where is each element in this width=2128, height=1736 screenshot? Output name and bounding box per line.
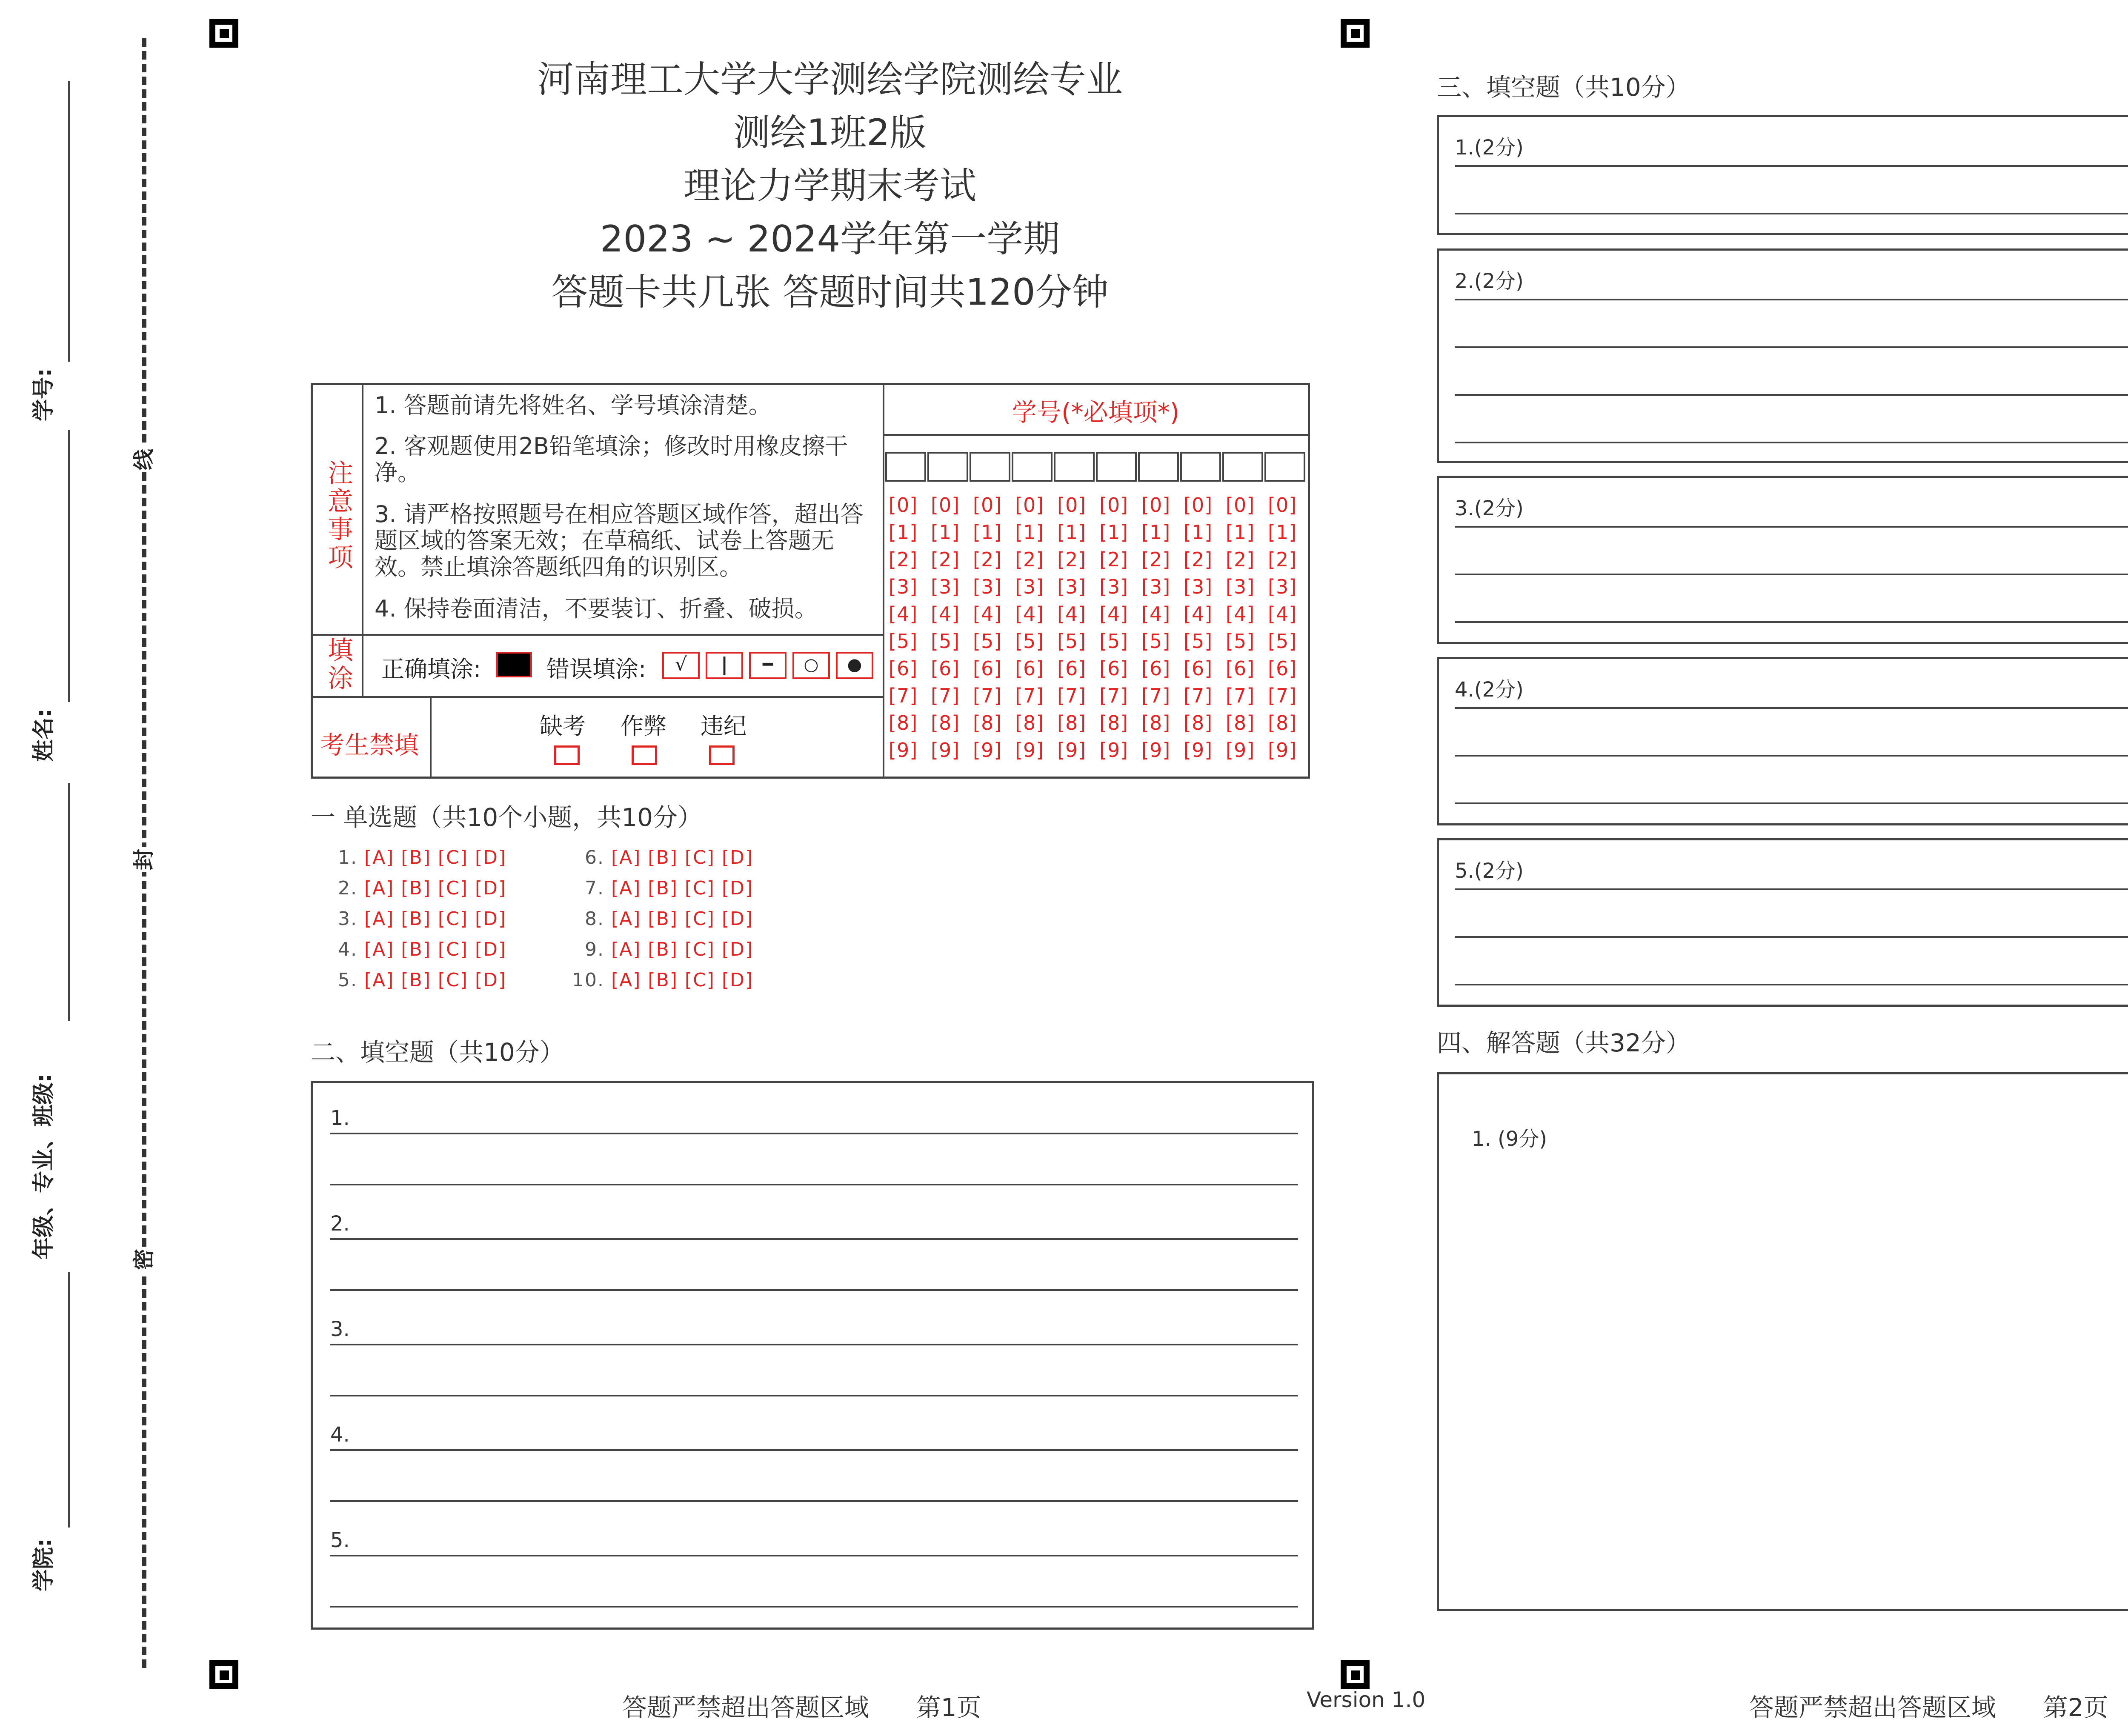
notice-divider-v3 — [430, 696, 432, 779]
student-id-bubble[interactable]: [3] — [931, 575, 960, 598]
header-term: 2023 ~ 2024学年第一学期 — [600, 218, 1060, 260]
student-id-cell[interactable] — [1054, 452, 1095, 482]
side-field-college-line[interactable] — [68, 1272, 70, 1528]
student-id-title: 学号(*必填项*) — [1012, 398, 1180, 427]
student-id-cell[interactable] — [1180, 452, 1221, 482]
notice-id-divider — [883, 383, 884, 779]
student-id-bubble[interactable]: [8] — [1226, 711, 1255, 734]
section3-answer-box[interactable] — [1437, 476, 2128, 644]
mc-question-number: 7. — [585, 877, 604, 899]
header-class: 测绘1班2版 — [733, 111, 927, 154]
student-id-bubble[interactable]: [2] — [1141, 548, 1171, 571]
section3-answer-line[interactable] — [1455, 165, 2128, 167]
wrong-mark-circle: ○ — [792, 652, 830, 679]
student-id-bubble[interactable]: [5] — [1268, 630, 1297, 653]
section3-answer-box[interactable] — [1437, 838, 2128, 1007]
notice-item-4: 4. 保持卷面清洁，不要装订、折叠、破损。 — [375, 595, 818, 622]
notice-divider-h1 — [311, 634, 884, 636]
student-id-bubble[interactable]: [8] — [973, 711, 1002, 734]
student-id-bubble[interactable]: [6] — [973, 657, 1002, 680]
section2-question-number: 2. — [330, 1212, 350, 1236]
student-id-bubble[interactable]: [5] — [973, 630, 1002, 653]
side-field-class-line[interactable] — [68, 783, 70, 1021]
section3-answer-line[interactable] — [1455, 394, 2128, 396]
section2-answer-line[interactable] — [330, 1555, 1298, 1556]
student-id-bubble[interactable]: [4] — [1184, 602, 1213, 625]
student-id-bubble[interactable]: [7] — [889, 684, 918, 707]
forbidden-checkbox-violation[interactable] — [709, 745, 735, 765]
mc-options[interactable]: [A] [B] [C] [D] — [364, 908, 507, 930]
student-id-bubble[interactable]: [2] — [1268, 548, 1297, 571]
student-id-bubble[interactable]: [4] — [1268, 602, 1297, 625]
student-id-bubble[interactable]: [0] — [973, 494, 1002, 517]
mc-options[interactable]: [A] [B] [C] [D] — [364, 847, 507, 868]
student-id-bubble[interactable]: [7] — [1057, 684, 1087, 707]
section3-answer-line[interactable] — [1455, 574, 2128, 575]
mc-question-number: 4. — [338, 939, 358, 960]
forbidden-checkbox-cheat[interactable] — [632, 745, 657, 765]
section3-question-label: 1.(2分) — [1455, 136, 1524, 160]
student-id-bubble[interactable]: [3] — [1268, 575, 1297, 598]
student-id-bubble[interactable]: [4] — [973, 602, 1002, 625]
section3-title: 三、填空题（共10分） — [1437, 73, 1690, 102]
student-id-bubble[interactable]: [7] — [1141, 684, 1171, 707]
section2-answer-line[interactable] — [330, 1184, 1298, 1185]
student-id-bubble[interactable]: [0] — [1057, 494, 1087, 517]
section3-answer-line[interactable] — [1455, 213, 2128, 214]
student-id-bubble[interactable]: [1] — [1141, 521, 1171, 544]
student-id-bubble[interactable]: [8] — [889, 711, 918, 734]
notice-item-3: 3. 请严格按照题号在相应答题区域作答，超出答题区域的答案无效；在草稿纸、试卷上答题无效。禁止填涂答题纸四角的识别区。 — [375, 501, 864, 580]
section4-question-1: 1. (9分) — [1472, 1127, 1547, 1151]
student-id-bubble[interactable]: [3] — [1099, 575, 1129, 598]
section2-answer-line[interactable] — [330, 1395, 1298, 1396]
student-id-bubble[interactable]: [4] — [1226, 602, 1255, 625]
wrong-mark-bar: | — [706, 652, 743, 679]
wrong-mark-dot: ● — [836, 652, 873, 679]
student-id-bubble[interactable]: [3] — [1057, 575, 1087, 598]
student-id-bubble[interactable]: [2] — [1099, 548, 1129, 571]
student-id-bubble[interactable]: [5] — [1226, 630, 1255, 653]
forbidden-checkbox-absent[interactable] — [554, 745, 580, 765]
student-id-bubble[interactable]: [1] — [931, 521, 960, 544]
student-id-bubble[interactable]: [0] — [889, 494, 918, 517]
student-id-bubble[interactable]: [1] — [1226, 521, 1255, 544]
header-time: 答题卡共几张 答题时间共120分钟 — [551, 271, 1109, 314]
student-id-bubble[interactable]: [9] — [1184, 739, 1213, 762]
mc-question[interactable] — [323, 969, 506, 991]
mc-options[interactable]: [A] [B] [C] [D] — [611, 847, 754, 868]
corner-marker-bottom-left — [209, 1660, 238, 1689]
mc-question-number: 10. — [572, 969, 604, 991]
mc-question[interactable] — [323, 847, 506, 868]
student-id-bubble[interactable]: [4] — [1015, 602, 1044, 625]
section3-answer-line[interactable] — [1455, 621, 2128, 623]
student-id-bubble[interactable]: [3] — [1184, 575, 1213, 598]
student-id-bubble[interactable]: [4] — [931, 602, 960, 625]
section3-answer-line[interactable] — [1455, 755, 2128, 757]
mc-question[interactable] — [570, 847, 753, 868]
student-id-bubble[interactable]: [6] — [1226, 657, 1255, 680]
student-id-bubble[interactable]: [6] — [1184, 657, 1213, 680]
student-id-bubble[interactable]: [2] — [1057, 548, 1087, 571]
student-id-bubble[interactable]: [4] — [1057, 602, 1087, 625]
section3-answer-line[interactable] — [1455, 936, 2128, 938]
footer-version: Version 1.0 — [1307, 1687, 1426, 1712]
student-id-bubble[interactable]: [7] — [931, 684, 960, 707]
student-id-bubble[interactable]: [6] — [1268, 657, 1297, 680]
notice-divider — [362, 383, 363, 634]
seal-word-seal: 封 — [131, 847, 157, 872]
student-id-bubble[interactable]: [0] — [1184, 494, 1213, 517]
student-id-bubble[interactable]: [6] — [889, 657, 918, 680]
student-id-bubble[interactable]: [9] — [1015, 739, 1044, 762]
header-course: 理论力学期末考试 — [684, 165, 976, 207]
fill-heading: 填涂 — [328, 636, 353, 694]
mc-question-number: 8. — [585, 908, 604, 930]
student-id-bubble[interactable]: [1] — [1015, 521, 1044, 544]
section2-answer-line[interactable] — [330, 1449, 1298, 1451]
section2-question-number: 1. — [330, 1106, 350, 1130]
mc-question[interactable] — [323, 877, 506, 899]
student-id-bubble[interactable]: [3] — [1226, 575, 1255, 598]
student-id-bubble[interactable]: [6] — [1015, 657, 1044, 680]
section3-answer-line[interactable] — [1455, 707, 2128, 709]
student-id-bubble[interactable]: [9] — [1057, 739, 1087, 762]
corner-marker-top-center — [1341, 19, 1370, 48]
section2-answer-line[interactable] — [330, 1344, 1298, 1345]
student-id-bubble[interactable]: [5] — [1184, 630, 1213, 653]
side-field-class-label: 年级、专业、班级: — [31, 1074, 57, 1259]
student-id-bubble[interactable]: [0] — [1099, 494, 1129, 517]
mc-options[interactable]: [A] [B] [C] [D] — [611, 969, 754, 991]
section3-answer-line[interactable] — [1455, 984, 2128, 985]
student-id-cell[interactable] — [927, 452, 968, 482]
student-id-bubble[interactable]: [4] — [1141, 602, 1171, 625]
correct-fill-sample — [496, 652, 532, 677]
student-id-bubble[interactable]: [4] — [1099, 602, 1129, 625]
mc-options[interactable]: [A] [B] [C] [D] — [611, 877, 754, 899]
side-field-student-id-label: 学号: — [31, 368, 57, 421]
student-id-bubble[interactable]: [2] — [931, 548, 960, 571]
student-id-bubble[interactable]: [9] — [1268, 739, 1297, 762]
mc-question[interactable] — [570, 908, 753, 930]
section3-answer-box[interactable] — [1437, 248, 2128, 463]
section1-title: 一 单选题（共10个小题，共10分） — [311, 803, 703, 832]
student-id-cell[interactable] — [970, 452, 1010, 482]
student-id-bubble[interactable]: [9] — [1226, 739, 1255, 762]
student-id-cell[interactable] — [1264, 452, 1305, 482]
student-id-bubble[interactable]: [2] — [889, 548, 918, 571]
forbidden-option-violation: 违纪 — [701, 713, 747, 740]
side-field-college-label: 学院: — [31, 1538, 57, 1591]
notice-item-2: 2. 客观题使用2B铅笔填涂；修改时用橡皮擦干净。 — [375, 433, 848, 486]
student-id-cell[interactable] — [1222, 452, 1263, 482]
student-id-bubble[interactable]: [3] — [973, 575, 1002, 598]
student-id-bubble[interactable]: [3] — [1141, 575, 1171, 598]
section3-answer-line[interactable] — [1455, 442, 2128, 443]
section3-question-label: 4.(2分) — [1455, 678, 1524, 702]
student-id-cell[interactable] — [1012, 452, 1053, 482]
student-id-bubble[interactable]: [8] — [1099, 711, 1129, 734]
section3-answer-box[interactable] — [1437, 657, 2128, 825]
correct-fill-label: 正确填涂: — [381, 656, 481, 682]
side-field-name-label: 姓名: — [31, 708, 57, 762]
student-id-bubble[interactable]: [1] — [1184, 521, 1213, 544]
notice-item-1: 1. 答题前请先将姓名、学号填涂清楚。 — [375, 392, 772, 419]
mc-question-number: 1. — [338, 847, 358, 868]
section2-answer-line[interactable] — [330, 1606, 1298, 1608]
student-id-bubble[interactable]: [5] — [1099, 630, 1129, 653]
section2-answer-line[interactable] — [330, 1500, 1298, 1502]
student-id-cell[interactable] — [885, 452, 926, 482]
section2-answer-line[interactable] — [330, 1133, 1298, 1134]
mc-question[interactable] — [570, 877, 753, 899]
mc-options[interactable]: [A] [B] [C] [D] — [611, 939, 754, 960]
mc-question[interactable] — [323, 939, 506, 960]
section2-answer-box[interactable] — [311, 1081, 1314, 1630]
section2-question-number: 4. — [330, 1423, 350, 1447]
student-id-bubble[interactable]: [9] — [1099, 739, 1129, 762]
student-id-bubble[interactable]: [0] — [931, 494, 960, 517]
mc-question[interactable] — [570, 939, 753, 960]
section3-question-label: 5.(2分) — [1455, 859, 1524, 883]
student-id-bubble[interactable]: [5] — [931, 630, 960, 653]
section2-title: 二、填空题（共10分） — [311, 1038, 564, 1067]
section2-answer-line[interactable] — [330, 1289, 1298, 1291]
side-field-name-line[interactable] — [68, 430, 70, 702]
section4-answer-box[interactable] — [1437, 1072, 2128, 1611]
forbidden-option-absent: 缺考 — [540, 713, 586, 740]
mc-question[interactable] — [570, 969, 753, 991]
section3-question-label: 3.(2分) — [1455, 497, 1524, 520]
section3-answer-line[interactable] — [1455, 299, 2128, 300]
forbidden-option-cheat: 作弊 — [621, 713, 666, 740]
student-id-bubble[interactable]: [8] — [1015, 711, 1044, 734]
corner-marker-top-left — [209, 19, 238, 48]
student-id-bubble[interactable]: [5] — [889, 630, 918, 653]
student-id-bubble[interactable]: [6] — [931, 657, 960, 680]
section2-question-number: 3. — [330, 1317, 350, 1341]
header-university: 河南理工大学大学测绘学院测绘专业 — [537, 58, 1123, 101]
mc-question[interactable] — [323, 908, 506, 930]
student-id-cell[interactable] — [1096, 452, 1137, 482]
student-id-bubble[interactable]: [1] — [1057, 521, 1087, 544]
student-id-bubble[interactable]: [7] — [1268, 684, 1297, 707]
student-id-bubble[interactable]: [3] — [1015, 575, 1044, 598]
student-id-bubble[interactable]: [8] — [1268, 711, 1297, 734]
student-id-bubble[interactable]: [9] — [889, 739, 918, 762]
student-id-bubble[interactable]: [9] — [1141, 739, 1171, 762]
side-field-student-id-line[interactable] — [68, 81, 70, 362]
student-id-bubble[interactable]: [6] — [1141, 657, 1171, 680]
mc-options[interactable]: [A] [B] [C] [D] — [364, 877, 507, 899]
id-title-divider — [883, 434, 1310, 436]
student-id-bubble[interactable]: [0] — [1226, 494, 1255, 517]
student-id-bubble[interactable]: [1] — [1099, 521, 1129, 544]
section3-answer-line[interactable] — [1455, 888, 2128, 890]
student-id-bubble[interactable]: [3] — [889, 575, 918, 598]
mc-question-number: 2. — [338, 877, 358, 899]
student-id-bubble[interactable]: [8] — [1057, 711, 1087, 734]
student-id-bubble[interactable]: [5] — [1057, 630, 1087, 653]
mc-options[interactable]: [A] [B] [C] [D] — [611, 908, 754, 930]
student-id-bubble[interactable]: [6] — [1057, 657, 1087, 680]
student-id-cell[interactable] — [1138, 452, 1179, 482]
student-id-bubble[interactable]: [2] — [1226, 548, 1255, 571]
student-id-bubble[interactable]: [7] — [1099, 684, 1129, 707]
mc-question-number: 9. — [585, 939, 604, 960]
student-id-bubble[interactable]: [0] — [1141, 494, 1171, 517]
wrong-fill-label: 错误填涂: — [546, 656, 646, 682]
section3-answer-box[interactable] — [1437, 115, 2128, 235]
seal-word-secret: 密 — [131, 1247, 157, 1272]
section3-answer-line[interactable] — [1455, 346, 2128, 348]
student-id-bubble[interactable]: [1] — [973, 521, 1002, 544]
student-id-bubble[interactable]: [2] — [973, 548, 1002, 571]
corner-marker-bottom-center — [1341, 1660, 1370, 1689]
forbidden-label: 考生禁填 — [320, 731, 419, 760]
student-id-bubble[interactable]: [4] — [889, 602, 918, 625]
student-id-bubble[interactable]: [2] — [1015, 548, 1044, 571]
exam-header — [315, 53, 1345, 319]
student-id-bubble[interactable]: [7] — [1226, 684, 1255, 707]
student-id-bubble[interactable]: [5] — [1015, 630, 1044, 653]
section3-answer-line[interactable] — [1455, 526, 2128, 528]
student-id-bubble[interactable]: [9] — [931, 739, 960, 762]
wrong-mark-dash: ━ — [749, 652, 787, 679]
student-id-bubble[interactable]: [5] — [1141, 630, 1171, 653]
student-id-bubble[interactable]: [1] — [889, 521, 918, 544]
seal-word-line: 线 — [131, 447, 157, 472]
mc-question-number: 3. — [338, 908, 358, 930]
student-id-bubble[interactable]: [6] — [1099, 657, 1129, 680]
footer-right: 答题严禁超出答题区域 第2页 — [1749, 1693, 2108, 1722]
student-id-bubble[interactable]: [7] — [1015, 684, 1044, 707]
student-id-bubble[interactable]: [8] — [1141, 711, 1171, 734]
student-id-bubble[interactable]: [9] — [973, 739, 1002, 762]
student-id-bubble[interactable]: [0] — [1268, 494, 1297, 517]
section4-title: 四、解答题（共32分） — [1437, 1028, 1690, 1057]
notice-divider-h2 — [311, 696, 884, 698]
section3-question-label: 2.(2分) — [1455, 269, 1524, 293]
mc-options[interactable]: [A] [B] [C] [D] — [364, 939, 507, 960]
section3-answer-line[interactable] — [1455, 802, 2128, 804]
footer-left: 答题严禁超出答题区域 第1页 — [622, 1693, 981, 1722]
wrong-mark-check: √ — [662, 652, 700, 679]
notice-heading: 注意事项 — [328, 459, 353, 573]
wrong-fill-samples — [662, 652, 873, 679]
student-id-bubble[interactable]: [7] — [973, 684, 1002, 707]
student-id-bubble[interactable]: [0] — [1015, 494, 1044, 517]
notice-divider-v2 — [362, 634, 363, 696]
mc-options[interactable]: [A] [B] [C] [D] — [364, 969, 507, 991]
mc-question-number: 5. — [338, 969, 358, 991]
section2-answer-line[interactable] — [330, 1238, 1298, 1240]
student-id-bubble[interactable]: [8] — [1184, 711, 1213, 734]
mc-question-number: 6. — [585, 847, 604, 868]
section2-question-number: 5. — [330, 1528, 350, 1552]
student-id-bubble[interactable]: [1] — [1268, 521, 1297, 544]
student-id-bubble[interactable]: [8] — [931, 711, 960, 734]
student-id-bubble[interactable]: [2] — [1184, 548, 1213, 571]
student-id-bubble[interactable]: [7] — [1184, 684, 1213, 707]
